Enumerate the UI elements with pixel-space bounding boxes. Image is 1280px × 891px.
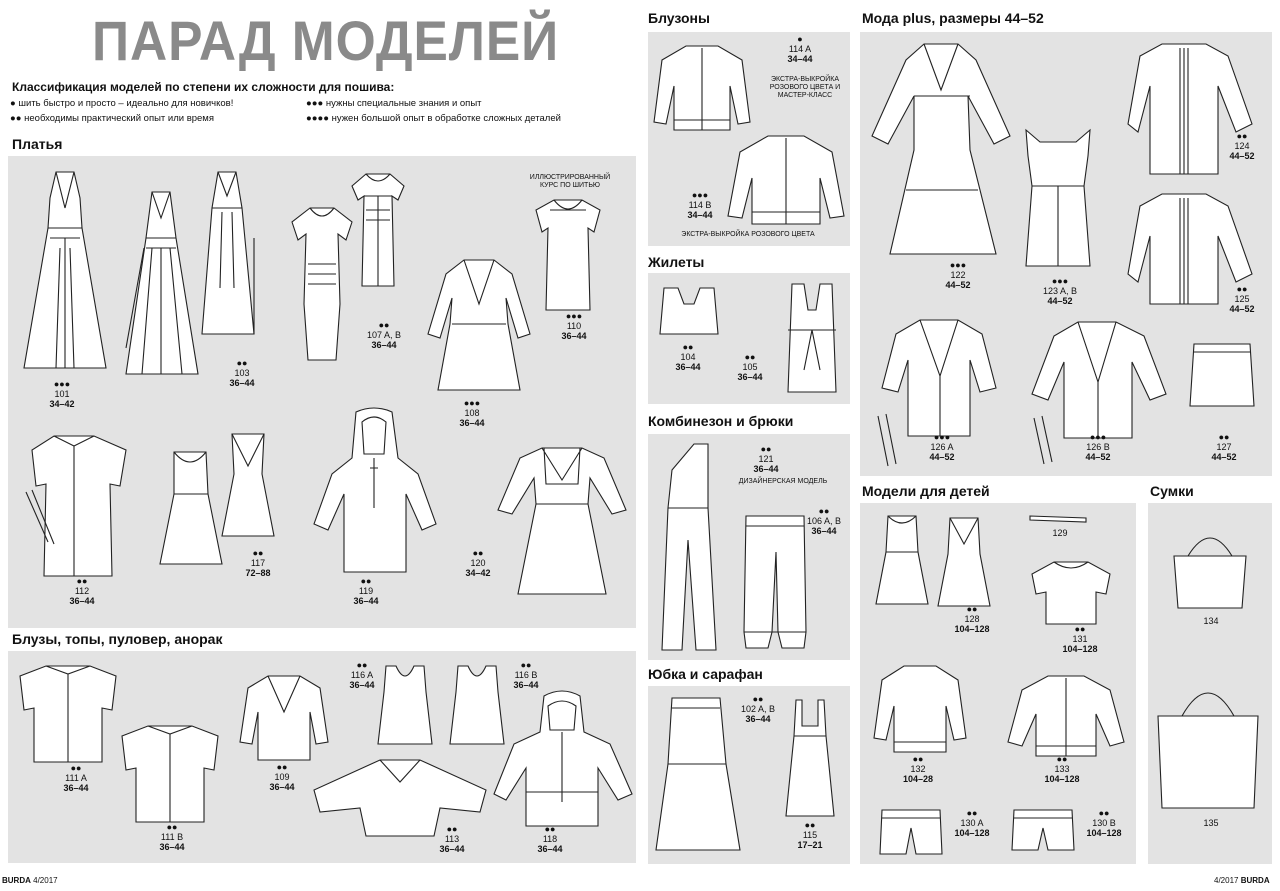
section-title-kids: Модели для детей (862, 483, 990, 499)
label-109: ●● 109 36–44 (269, 762, 295, 792)
label-116a: ●● 116 A 36–44 (349, 660, 375, 690)
label-112: ●● 112 36–44 (69, 576, 95, 606)
label-107: ●● 107 A, B 36–44 (366, 320, 402, 350)
anorak-118-drawing (492, 692, 636, 830)
label-133: ●● 133 104–128 (1044, 754, 1080, 784)
label-131: ●● 131 104–128 (1062, 624, 1098, 654)
label-123: ●●● 123 A, B 44–52 (1042, 276, 1078, 306)
blouson-114a-drawing (650, 42, 754, 134)
dress-101-drawing (20, 168, 110, 378)
blouse-111b-drawing (118, 722, 222, 826)
label-102: ●● 102 A, B 36–44 (740, 694, 776, 724)
label-120: ●● 120 34–42 (465, 548, 491, 578)
section-title-vests: Жилеты (648, 254, 705, 270)
kids-shorts-130b-drawing (1008, 806, 1078, 856)
label-106: ●● 106 A, B 36–44 (806, 506, 842, 536)
kids-top-131-drawing (1028, 558, 1114, 628)
dress-107b-drawing (346, 170, 410, 290)
label-125: ●● 125 44–52 (1229, 284, 1255, 314)
label-126a: ●●● 126 A 44–52 (929, 432, 955, 462)
vest-105-drawing (782, 280, 842, 396)
label-129: 129 (1052, 528, 1068, 538)
bag-134-drawing (1168, 526, 1252, 612)
note-designer: ДИЗАЙНЕРСКАЯ МОДЕЛЬ (738, 478, 828, 485)
label-103: ●● 103 36–44 (229, 358, 255, 388)
label-117: ●● 117 72–88 (245, 548, 271, 578)
note-extra-mk: ЭКСТРА-ВЫКРОЙКА РОЗОВОГО ЦВЕТА И МАСТЕР-КЛАСС (769, 76, 841, 99)
label-114b: ●●● 114 B 34–44 (687, 190, 713, 220)
label-128: ●● 128 104–128 (954, 604, 990, 634)
dress-112-drawing (24, 432, 134, 582)
kids-dress-128b-drawing (936, 514, 992, 610)
belt-129-drawing (1026, 512, 1090, 526)
label-121: ●● 121 36–44 (753, 444, 779, 474)
legend-item: ●●● нужны специальные знания и опыт (306, 98, 482, 109)
label-135: 135 (1203, 818, 1219, 828)
dress-117b-drawing (218, 430, 278, 540)
note-course: ИЛЛЮСТРИРОВАННЫЙ КУРС ПО ШИТЬЮ (529, 174, 611, 189)
vest-104-drawing (654, 284, 724, 338)
label-130a: ●● 130 A 104–128 (954, 808, 990, 838)
sundress-115-drawing (784, 696, 836, 820)
section-title-skirt: Юбка и сарафан (648, 666, 763, 682)
label-114a: ● 114 A 34–44 (787, 34, 813, 64)
label-108: ●●● 108 36–44 (459, 398, 485, 428)
legend-heading: Классификация моделей по степени их сложности для пошива: (12, 80, 395, 94)
jumpsuit-121-drawing (654, 440, 724, 654)
bag-135-drawing (1152, 676, 1264, 812)
section-title-blousons: Блузоны (648, 10, 710, 26)
label-132: ●● 132 104–28 (902, 754, 934, 784)
section-title-bags: Сумки (1150, 483, 1194, 499)
section-title-plus: Мода plus, размеры 44–52 (862, 10, 1044, 26)
legend-item: ● шить быстро и просто – идеально для новичков! (10, 98, 234, 109)
section-title-dresses: Платья (12, 136, 63, 152)
label-118: ●● 118 36–44 (537, 824, 563, 854)
label-105: ●● 105 36–44 (737, 352, 763, 382)
label-110: ●●● 110 36–44 (561, 311, 587, 341)
label-101: ●●● 101 34–42 (49, 379, 75, 409)
label-111b: ●● 111 B 36–44 (159, 822, 185, 852)
footer-left: BURDA 4/2017 (2, 876, 58, 885)
legend-item: ●●●● нужен большой опыт в обработке сложных деталей (306, 113, 561, 124)
label-116b: ●● 116 B 36–44 (513, 660, 539, 690)
blouse-111a-drawing (16, 662, 120, 766)
blouson-114b-drawing (724, 132, 848, 228)
page-title: ПАРАД МОДЕЛЕЙ (92, 9, 560, 72)
kids-shorts-130a-drawing (876, 806, 946, 858)
label-134: 134 (1203, 616, 1219, 626)
dress-103b-drawing (198, 168, 258, 338)
blouse-109-drawing (238, 672, 330, 764)
section-title-jumpsuit: Комбинезон и брюки (648, 413, 794, 429)
dress-103-drawing (122, 188, 202, 378)
label-127: ●● 127 44–52 (1211, 432, 1237, 462)
note-extra: ЭКСТРА-ВЫКРОЙКА РОЗОВОГО ЦВЕТА (681, 231, 815, 238)
skirt-127-drawing (1186, 340, 1258, 410)
label-119: ●● 119 36–44 (353, 576, 379, 606)
section-title-blouses: Блузы, топы, пуловер, анорак (12, 631, 223, 647)
kids-jacket-133-drawing (1004, 672, 1128, 760)
dress-119-drawing (310, 408, 440, 578)
label-113: ●● 113 36–44 (439, 824, 465, 854)
dress-110-drawing (532, 196, 604, 316)
kids-sweater-132-drawing (870, 662, 970, 756)
dress-122-drawing (866, 40, 1016, 262)
dress-117-drawing (156, 448, 226, 568)
dress-120-drawing (492, 444, 632, 600)
label-111a: ●● 111 A 36–44 (63, 763, 89, 793)
label-122: ●●● 122 44–52 (945, 260, 971, 290)
label-124: ●● 124 44–52 (1229, 131, 1255, 161)
label-130b: ●● 130 B 104–128 (1086, 808, 1122, 838)
label-104: ●● 104 36–44 (675, 342, 701, 372)
dress-108-drawing (424, 254, 534, 394)
label-115: ●● 115 17–21 (797, 820, 823, 850)
dress-123-drawing (1018, 126, 1098, 270)
legend-item: ●● необходимы практический опыт или время (10, 113, 214, 124)
kids-dress-128-drawing (874, 512, 930, 608)
label-126b: ●●● 126 B 44–52 (1085, 432, 1111, 462)
footer-right: 4/2017 BURDA (1214, 876, 1270, 885)
